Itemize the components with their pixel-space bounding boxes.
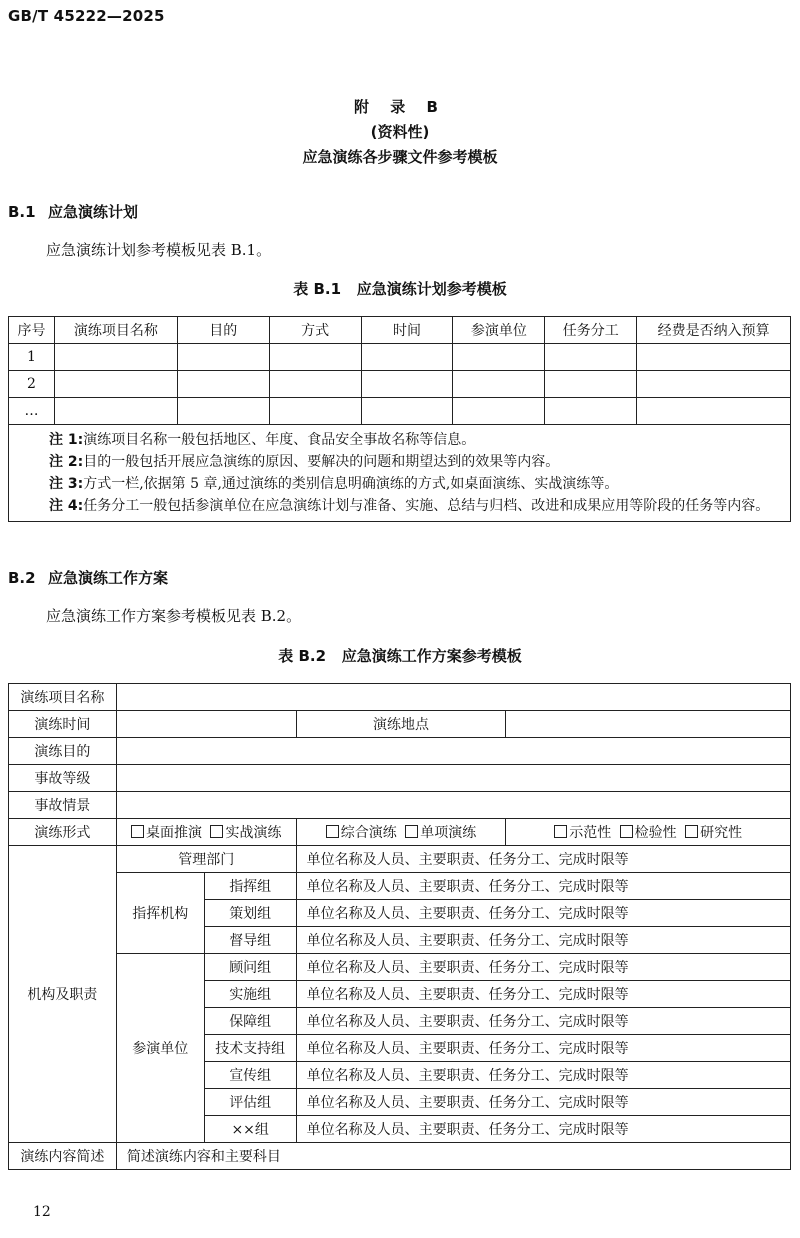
form-options-group-2: 综合演练 单项演练 — [296, 819, 506, 846]
section-b2-heading — [8, 567, 168, 588]
duty-text: 单位名称及人员、主要职责、任务分工、完成时限等 — [296, 900, 790, 927]
standard-number: GB/T 45222—2025 — [8, 7, 165, 25]
table-row — [9, 684, 791, 711]
note-2: 注 2:目的一般包括开展应急演练的原因、要解决的问题和期望达到的效果等内容。 — [49, 454, 560, 470]
duty-text: 单位名称及人员、主要职责、任务分工、完成时限等 — [296, 1116, 790, 1143]
table-row — [9, 738, 791, 765]
duty-text: 单位名称及人员、主要职责、任务分工、完成时限等 — [296, 1035, 790, 1062]
section-b1-number: B.1 — [8, 203, 36, 221]
table-b2 — [8, 683, 791, 1170]
section-b2-intro: 应急演练工作方案参考模板见表 B.2。 — [46, 607, 302, 625]
checkbox[interactable] — [554, 825, 567, 838]
scenario-label: 事故情景 — [9, 792, 117, 819]
project-name-label: 演练项目名称 — [9, 684, 117, 711]
time-label: 演练时间 — [9, 711, 117, 738]
table-b1-caption-no: 表 B.1 — [293, 280, 342, 298]
group-label: 评估组 — [204, 1089, 296, 1116]
row-index: 2 — [9, 371, 55, 398]
table-row — [9, 792, 791, 819]
column-header: 演练项目名称 — [54, 317, 177, 344]
table-row — [9, 873, 791, 900]
duty-text: 单位名称及人员、主要职责、任务分工、完成时限等 — [296, 1062, 790, 1089]
form-options-group-3: 示范性 检验性 研究性 — [506, 819, 791, 846]
table-b1 — [8, 316, 791, 522]
table-row — [9, 954, 791, 981]
location-label: 演练地点 — [296, 711, 506, 738]
row-index: … — [9, 398, 55, 425]
table-b1-caption — [0, 278, 800, 299]
table-b2-caption-title: 应急演练工作方案参考模板 — [341, 647, 522, 665]
column-header: 经费是否纳入预算 — [637, 317, 791, 344]
column-header: 参演单位 — [453, 317, 545, 344]
checkbox[interactable] — [326, 825, 339, 838]
column-header: 序号 — [9, 317, 55, 344]
appendix-title: 附 录 B — [354, 98, 446, 116]
table-b2-caption-no: 表 B.2 — [278, 647, 327, 665]
management-label: 管理部门 — [116, 846, 296, 873]
duty-text: 单位名称及人员、主要职责、任务分工、完成时限等 — [296, 846, 790, 873]
table-row — [9, 819, 791, 846]
table-row — [9, 1143, 791, 1170]
form-options-group-1: 桌面推演 实战演练 — [116, 819, 296, 846]
column-header: 任务分工 — [545, 317, 637, 344]
table-b2-caption — [0, 645, 800, 666]
section-b1-heading — [8, 201, 138, 222]
column-header: 时间 — [361, 317, 453, 344]
group-label: ××组 — [204, 1116, 296, 1143]
table-b1-notes-row — [9, 425, 791, 522]
content-text: 简述演练内容和主要科目 — [116, 1143, 790, 1170]
table-b1-header-row — [9, 317, 791, 344]
section-b1-intro: 应急演练计划参考模板见表 B.1。 — [46, 241, 272, 259]
checkbox[interactable] — [685, 825, 698, 838]
table-row — [9, 765, 791, 792]
table-row — [9, 371, 791, 398]
note-3: 注 3:方式一栏,依据第 5 章,通过演练的类别信息明确演练的方式,如桌面演练、实战演练等。 — [49, 476, 619, 492]
level-label: 事故等级 — [9, 765, 117, 792]
group-label: 策划组 — [204, 900, 296, 927]
command-label: 指挥机构 — [116, 873, 204, 954]
group-label: 宣传组 — [204, 1062, 296, 1089]
form-label: 演练形式 — [9, 819, 117, 846]
table-row — [9, 344, 791, 371]
table-row — [9, 711, 791, 738]
note-1: 注 1:演练项目名称一般包括地区、年度、食品安全事故名称等信息。 — [49, 432, 476, 448]
duty-text: 单位名称及人员、主要职责、任务分工、完成时限等 — [296, 873, 790, 900]
note-4: 注 4:任务分工一般包括参演单位在应急演练计划与准备、实施、总结与归档、改进和成果应用等阶段的任务等内容。 — [49, 498, 770, 514]
table-b1-caption-title: 应急演练计划参考模板 — [356, 280, 507, 298]
duty-text: 单位名称及人员、主要职责、任务分工、完成时限等 — [296, 981, 790, 1008]
appendix-heading: 应急演练各步骤文件参考模板 — [302, 148, 498, 166]
group-label: 实施组 — [204, 981, 296, 1008]
duty-text: 单位名称及人员、主要职责、任务分工、完成时限等 — [296, 1008, 790, 1035]
participants-label: 参演单位 — [116, 954, 204, 1143]
checkbox[interactable] — [620, 825, 633, 838]
table-b1-notes — [9, 425, 791, 522]
checkbox[interactable] — [210, 825, 223, 838]
group-label: 督导组 — [204, 927, 296, 954]
checkbox[interactable] — [405, 825, 418, 838]
group-label: 指挥组 — [204, 873, 296, 900]
table-row — [9, 398, 791, 425]
org-label: 机构及职责 — [9, 846, 117, 1143]
group-label: 顾问组 — [204, 954, 296, 981]
purpose-label: 演练目的 — [9, 738, 117, 765]
table-row — [9, 846, 791, 873]
column-header: 方式 — [269, 317, 361, 344]
section-b1-title: 应急演练计划 — [48, 203, 139, 221]
group-label: 技术支持组 — [204, 1035, 296, 1062]
section-b2-number: B.2 — [8, 569, 36, 587]
appendix-nature: (资料性) — [370, 123, 430, 141]
section-b2-title: 应急演练工作方案 — [48, 569, 169, 587]
checkbox[interactable] — [131, 825, 144, 838]
duty-text: 单位名称及人员、主要职责、任务分工、完成时限等 — [296, 1089, 790, 1116]
row-index: 1 — [9, 344, 55, 371]
page-number: 12 — [33, 1204, 51, 1220]
content-label: 演练内容简述 — [9, 1143, 117, 1170]
column-header: 目的 — [177, 317, 269, 344]
duty-text: 单位名称及人员、主要职责、任务分工、完成时限等 — [296, 954, 790, 981]
duty-text: 单位名称及人员、主要职责、任务分工、完成时限等 — [296, 927, 790, 954]
group-label: 保障组 — [204, 1008, 296, 1035]
